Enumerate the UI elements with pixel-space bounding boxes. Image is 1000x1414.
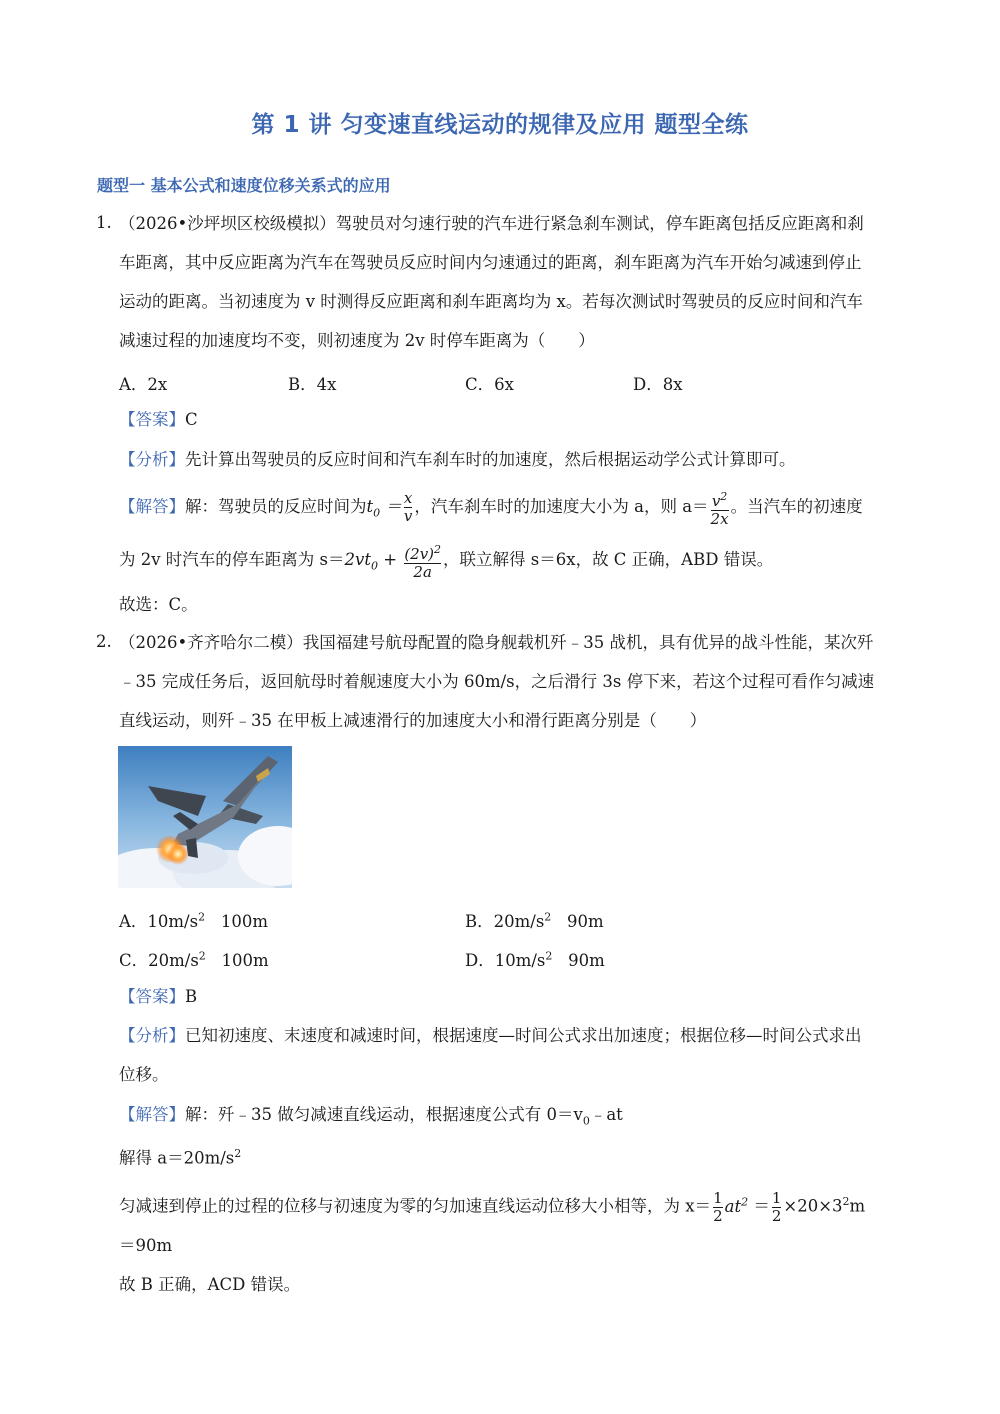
option-d: D．8x <box>633 375 683 394</box>
question-text: 车距离，其中反应距离为汽车在驾驶员反应时间内匀速通过的距离，刹车距离为汽车开始匀减速到停止 <box>119 253 862 272</box>
option-c: C．6x <box>465 375 514 394</box>
fighter-jet-image <box>118 746 292 888</box>
answer-line <box>119 986 919 1008</box>
answer-value: C <box>185 410 198 429</box>
final-answer: 故 B 正确，ACD 错误。 <box>119 1275 301 1294</box>
question-text: 运动的距离。当初速度为 v 时测得反应距离和刹车距离均为 x。若每次测试时驾驶员的反应时间和汽车 <box>119 292 863 311</box>
solution-text: 解得 a＝20m/s <box>119 1148 235 1168</box>
option-b: B．4x <box>288 375 337 394</box>
formula-expr: $at^2$ <box>724 1195 749 1216</box>
question-number: 2. <box>96 632 112 651</box>
solution-text: 匀减速到停止的过程的位移与初速度为零的匀加速直线运动位移大小相等，为 x＝ <box>119 1196 712 1216</box>
solution-text: ，联立解得 s＝6x，故 C 正确，ABD 错误。 <box>443 550 774 569</box>
analysis-tag: 【分析】 <box>119 450 185 469</box>
solution-text: ，汽车刹车时的加速度大小为 a，则 a＝ <box>414 497 709 516</box>
solution-text: ＝90m <box>119 1236 173 1255</box>
solution-line: 匀减速到停止的过程的位移与初速度为零的匀加速直线运动位移大小相等，为 x＝ $\frac{1}{2}$ $at^2$ ＝ $\frac{1}{2}$ $\times 20\times 3^2m$ <box>119 1188 866 1225</box>
question-text: 减速过程的加速度均不变，则初速度为 2v 时停车距离为（ ） <box>119 331 595 350</box>
question-text: （2026•齐齐哈尔二模）我国福建号航母配置的隐身舰载机歼﹣35 战机，具有优异的战斗性能，某次歼 <box>119 633 874 652</box>
answer-tag: 【答案】 <box>119 410 185 429</box>
question-number: 1. <box>96 213 112 232</box>
solution-line: 【解答】解：歼﹣35 做匀减速直线运动，根据速度公式有 $0=v_0﹣at$ <box>119 1105 623 1128</box>
analysis-text: 位移。 <box>119 1065 169 1084</box>
formula-fraction: $\frac{1}{2}$ <box>713 1188 723 1225</box>
question-text: （2026•沙坪坝区校级模拟）驾驶员对匀速行驶的汽车进行紧急刹车测试，停车距离包括反应距离和刹 <box>119 214 864 233</box>
solution-tag: 【解答】 <box>119 1105 185 1124</box>
answer-tag: 【答案】 <box>119 987 185 1006</box>
solution-text: ×20×3 <box>783 1196 843 1216</box>
option-b: B．$20m/s^2$ 90m <box>465 910 604 931</box>
solution-text: ﹣at <box>589 1105 623 1124</box>
solution-text: 为 2v 时汽车的停车距离为 s＝ <box>119 550 345 569</box>
page-title: 第 1 讲 匀变速直线运动的规律及应用 题型全练 <box>251 112 749 138</box>
solution-line <box>119 486 919 534</box>
solution-text: 。当汽车的初速度 <box>730 497 863 516</box>
option-c: C．$20m/s^2$ 100m <box>119 949 269 970</box>
solution-tag: 【解答】 <box>119 497 185 516</box>
analysis-text: 先计算出驾驶员的反应时间和汽车刹车时的加速度，然后根据运动学公式计算即可。 <box>185 450 796 469</box>
final-answer: 故选：C。 <box>119 595 198 614</box>
analysis-line <box>119 449 919 471</box>
formula-expr: $2vt_0$ + <box>344 550 403 573</box>
option-a: A．$10m/s^2$ 100m <box>119 910 268 931</box>
formula-t0: $t_0$ ＝ <box>366 497 402 520</box>
analysis-line <box>119 1025 919 1047</box>
formula-fraction: $\frac{(2v)^2}{2a}$ <box>404 542 442 581</box>
option-a: A．2x <box>119 375 168 394</box>
solution-text: 解：歼﹣35 做匀减速直线运动，根据速度公式有 0＝v <box>185 1105 583 1124</box>
section-heading: 题型一 基本公式和速度位移关系式的应用 <box>97 176 391 195</box>
option-d: D．$10m/s^2$ 90m <box>465 949 605 970</box>
answer-value: B <box>185 987 198 1006</box>
solution-line: 解得 $a=20m/s^2$ <box>119 1147 242 1168</box>
formula-fraction: $\frac{v^2}{2x}$ <box>710 489 729 528</box>
answer-line <box>119 409 919 431</box>
solution-text: m <box>849 1196 866 1216</box>
analysis-text: 已知初速度、末速度和减速时间，根据速度—时间公式求出加速度；根据位移—时间公式求出 <box>185 1026 862 1045</box>
solution-text: 解：驾驶员的反应时间为 <box>185 497 367 516</box>
analysis-tag: 【分析】 <box>119 1026 185 1045</box>
formula-fraction: $\frac{x}{v}$ <box>403 489 413 525</box>
solution-line <box>119 537 919 589</box>
question-text: 直线运动，则歼﹣35 在甲板上减速滑行的加速度大小和滑行距离分别是（ ） <box>119 711 707 730</box>
formula-fraction: $\frac{1}{2}$ <box>771 1188 782 1225</box>
question-text: ﹣35 完成任务后，返回航母时着舰速度大小为 60m/s，之后滑行 3s 停下来，若这个过程可看作匀减速 <box>119 672 875 691</box>
